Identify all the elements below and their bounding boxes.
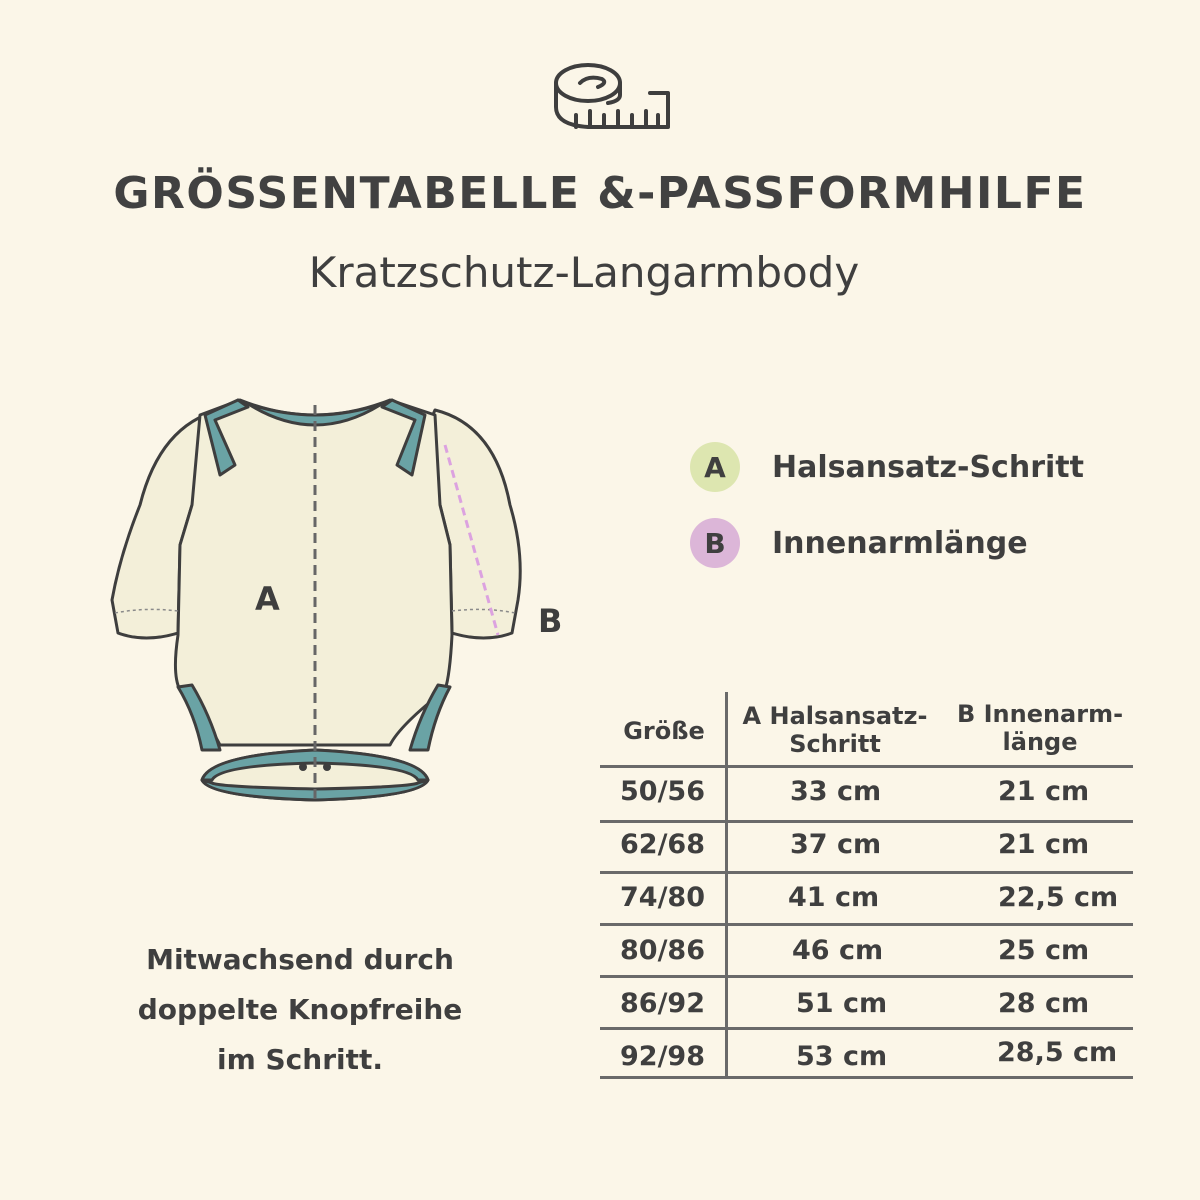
table-rule xyxy=(600,975,1133,978)
table-cell-b: 21 cm xyxy=(998,776,1090,807)
table-cell-a: 33 cm xyxy=(790,776,882,807)
header-size: Größe xyxy=(623,717,705,745)
page-title: GRÖSSENTABELLE &-PASSFORMHILFE xyxy=(113,168,1087,219)
table-cell-size: 86/92 xyxy=(620,988,706,1019)
legend-item-b xyxy=(690,518,1028,568)
table-rule xyxy=(600,820,1133,823)
table-cell-size: 50/56 xyxy=(620,776,706,807)
legend-badge-a: A xyxy=(690,442,740,492)
table-cell-size: 92/98 xyxy=(620,1041,706,1072)
header-b-line: B Innenarm- xyxy=(956,700,1124,728)
header-a-line: A Halsansatz- xyxy=(742,702,928,730)
table-divider xyxy=(725,692,728,1078)
snap-button xyxy=(323,763,331,771)
table-cell-a: 51 cm xyxy=(796,988,888,1019)
table-cell-size: 74/80 xyxy=(620,882,706,913)
growth-note xyxy=(110,935,490,1085)
header-b-line: länge xyxy=(1002,728,1078,756)
table-rule xyxy=(600,1076,1133,1079)
note-line: im Schritt. xyxy=(216,1043,384,1076)
legend-item-a xyxy=(690,442,1084,492)
note-line: Mitwachsend durch xyxy=(146,943,454,976)
table-cell-a: 37 cm xyxy=(790,829,882,860)
size-table xyxy=(600,692,1135,1082)
table-cell-a: 53 cm xyxy=(796,1041,888,1072)
label-b: B xyxy=(538,602,563,640)
table-cell-a: 46 cm xyxy=(792,935,884,966)
table-cell-size: 62/68 xyxy=(620,829,706,860)
header-a-line: Schritt xyxy=(789,730,881,758)
table-cell-b: 28,5 cm xyxy=(997,1037,1118,1068)
legend-badge-b: B xyxy=(690,518,740,568)
note-line: doppelte Knopfreihe xyxy=(137,993,463,1026)
table-cell-b: 28 cm xyxy=(998,988,1090,1019)
header-a xyxy=(735,702,935,758)
table-rule xyxy=(600,765,1133,768)
table-cell-a: 41 cm xyxy=(788,882,880,913)
table-cell-b: 22,5 cm xyxy=(998,882,1119,913)
legend-label-b: Innenarmlänge xyxy=(772,525,1028,561)
page-subtitle: Kratzschutz-Langarmbody xyxy=(308,248,860,297)
table-cell-size: 80/86 xyxy=(620,935,706,966)
measuring-tape-icon xyxy=(550,55,675,135)
legend-label-a: Halsansatz-Schritt xyxy=(772,449,1084,485)
label-a: A xyxy=(255,580,280,618)
table-rule xyxy=(600,871,1133,874)
table-cell-b: 21 cm xyxy=(998,829,1090,860)
table-cell-b: 25 cm xyxy=(998,935,1090,966)
header-b xyxy=(945,700,1135,756)
table-rule xyxy=(600,1027,1133,1030)
snap-button xyxy=(299,763,307,771)
bodysuit-illustration xyxy=(100,385,580,815)
table-rule xyxy=(600,923,1133,926)
